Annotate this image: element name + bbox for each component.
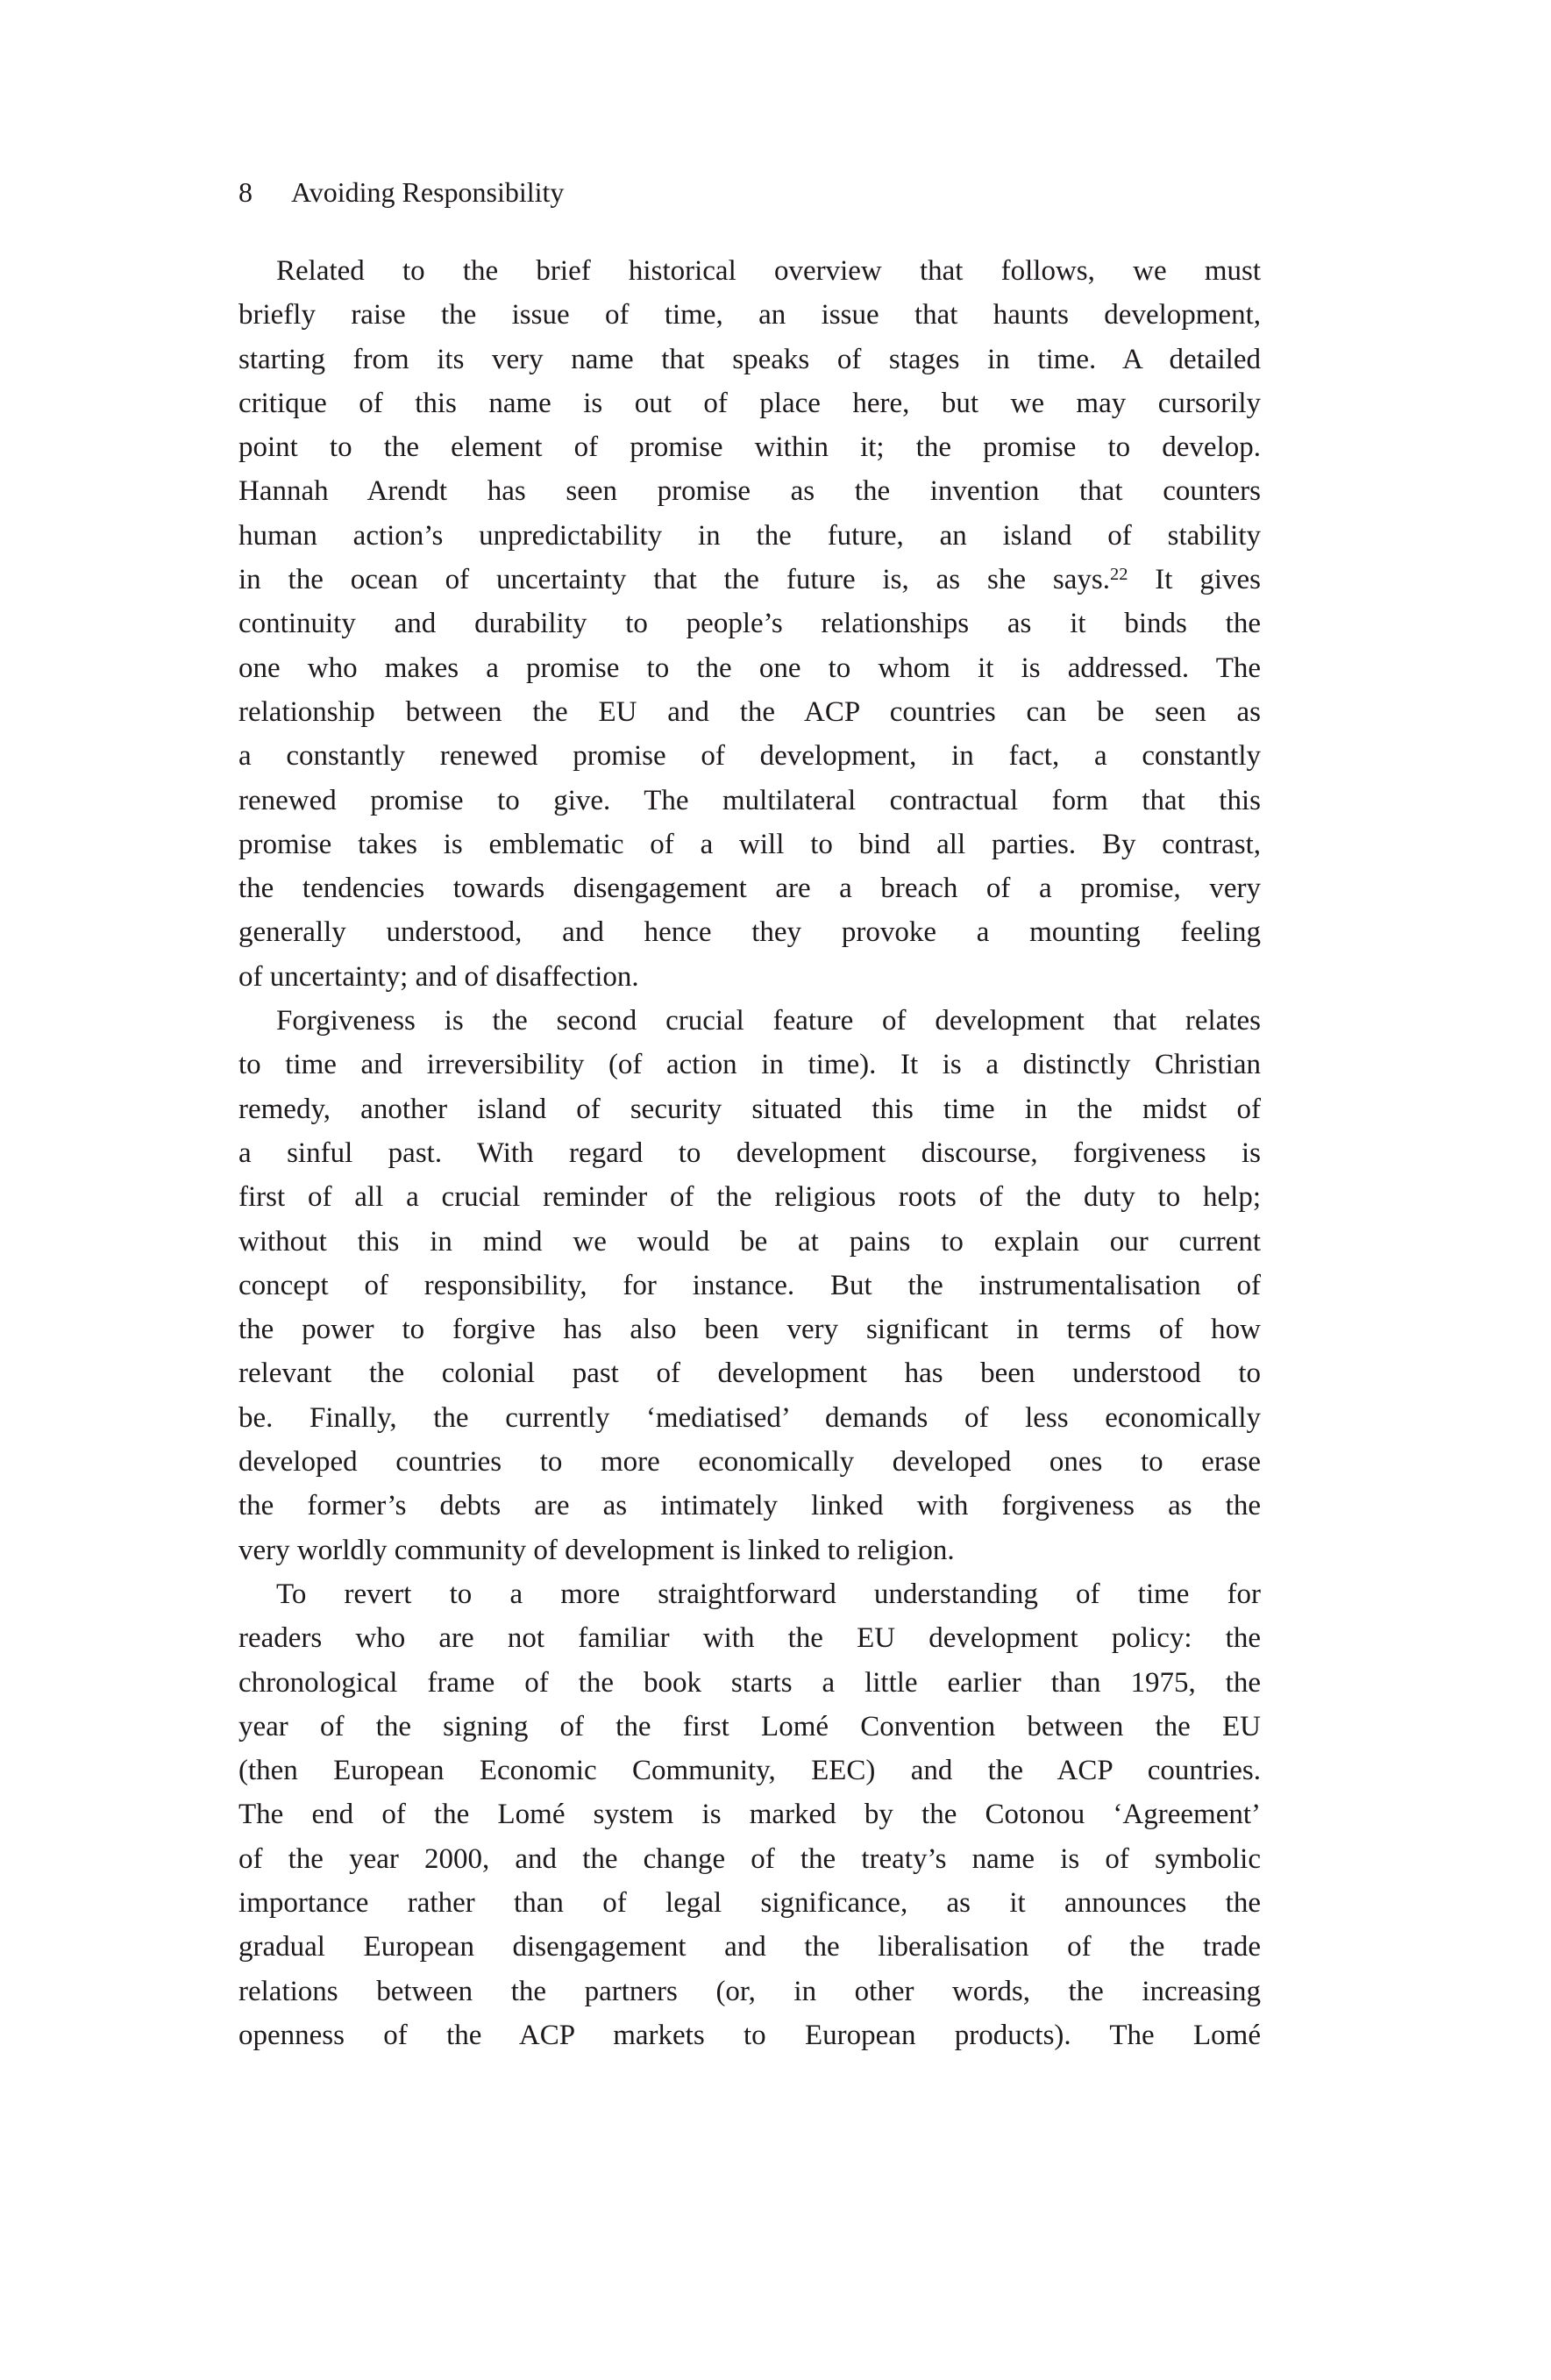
text-line: a sinful past. With regard to development discourse, forgiveness is <box>238 1137 1261 1169</box>
text-segment: It gives <box>1128 564 1261 596</box>
text-line: to time and irreversibility (of action in time). It is a distinctly Christian <box>238 1049 1261 1081</box>
text-line: (then European Economic Community, EEC) and the ACP countries. <box>238 1755 1261 1787</box>
chapter-title: Avoiding Responsibility <box>291 176 565 208</box>
text-line: a constantly renewed promise of development, in fact, a constantly <box>238 740 1261 773</box>
paragraph-2 <box>238 999 1261 1572</box>
text-line: developed countries to more economically developed ones to erase <box>238 1446 1261 1479</box>
footnote-reference: 22 <box>1109 564 1128 584</box>
paragraph-1 <box>238 249 1261 999</box>
text-line: the power to forgive has also been very significant in terms of how <box>238 1314 1261 1346</box>
text-segment: in the ocean of uncertainty that the future is, as she says. <box>238 564 1110 596</box>
text-line: generally understood, and hence they provoke a mounting feeling <box>238 916 1261 949</box>
text-line: relevant the colonial past of development has been understood to <box>238 1357 1261 1390</box>
text-line: of the year 2000, and the change of the treaty’s name is of symbolic <box>238 1842 1261 1875</box>
text-line: Forgiveness is the second crucial feature of development that relates <box>276 1005 1261 1037</box>
text-line: relations between the partners (or, in other words, the increasing <box>238 1975 1261 2007</box>
text-line <box>238 558 1261 602</box>
text-line: be. Finally, the currently ‘mediatised’ demands of less economically <box>238 1401 1261 1434</box>
text-line: openness of the ACP markets to European products). The Lomé <box>238 2019 1261 2051</box>
page-number: 8 <box>238 176 253 208</box>
text-line: readers who are not familiar with the EU development policy: the <box>238 1622 1261 1655</box>
text-line: remedy, another island of security situated this time in the midst of <box>238 1093 1261 1125</box>
text-line: first of all a crucial reminder of the religious roots of the duty to help; <box>238 1181 1261 1214</box>
text-line: starting from its very name that speaks of stages in time. A detailed <box>238 343 1261 375</box>
text-line: one who makes a promise to the one to whom it is addressed. The <box>238 652 1261 684</box>
text-line: To revert to a more straightforward understanding of time for <box>276 1578 1261 1610</box>
paragraph-3 <box>238 1572 1261 2057</box>
body-text <box>238 249 1261 2057</box>
text-line: without this in mind we would be at pains to explain our current <box>238 1225 1261 1258</box>
text-line: Related to the brief historical overview that follows, we must <box>276 255 1261 287</box>
text-line: continuity and durability to people’s relationships as it binds the <box>238 608 1261 640</box>
text-line: renewed promise to give. The multilateral contractual form that this <box>238 784 1261 816</box>
text-line: concept of responsibility, for instance. But the instrumentalisation of <box>238 1269 1261 1301</box>
text-line: gradual European disengagement and the liberalisation of the trade <box>238 1931 1261 1963</box>
text-line: promise takes is emblematic of a will to bind all parties. By contrast, <box>238 828 1261 860</box>
text-line: very worldly community of development is linked to religion. <box>238 1534 955 1566</box>
text-line: importance rather than of legal significance, as it announces the <box>238 1886 1261 1919</box>
text-line: Hannah Arendt has seen promise as the invention that counters <box>238 475 1261 508</box>
text-line: the former’s debts are as intimately linked with forgiveness as the <box>238 1490 1261 1522</box>
text-line: The end of the Lomé system is marked by the Cotonou ‘Agreement’ <box>238 1799 1261 1831</box>
text-line: point to the element of promise within it; the promise to develop. <box>238 431 1261 464</box>
text-line: chronological frame of the book starts a little earlier than 1975, the <box>238 1666 1261 1699</box>
text-line: critique of this name is out of place here, but we may cursorily <box>238 387 1261 419</box>
text-line: the tendencies towards disengagement are a breach of a promise, very <box>238 873 1261 905</box>
text-line: briefly raise the issue of time, an issue that haunts development, <box>238 299 1261 331</box>
text-line: year of the signing of the first Lomé Convention between the EU <box>238 1710 1261 1742</box>
text-line: relationship between the EU and the ACP countries can be seen as <box>238 695 1261 728</box>
text-block <box>238 175 1261 2057</box>
running-head <box>238 175 1261 210</box>
text-line: human action’s unpredictability in the future, an island of stability <box>238 519 1261 552</box>
text-line: of uncertainty; and of disaffection. <box>238 960 639 993</box>
